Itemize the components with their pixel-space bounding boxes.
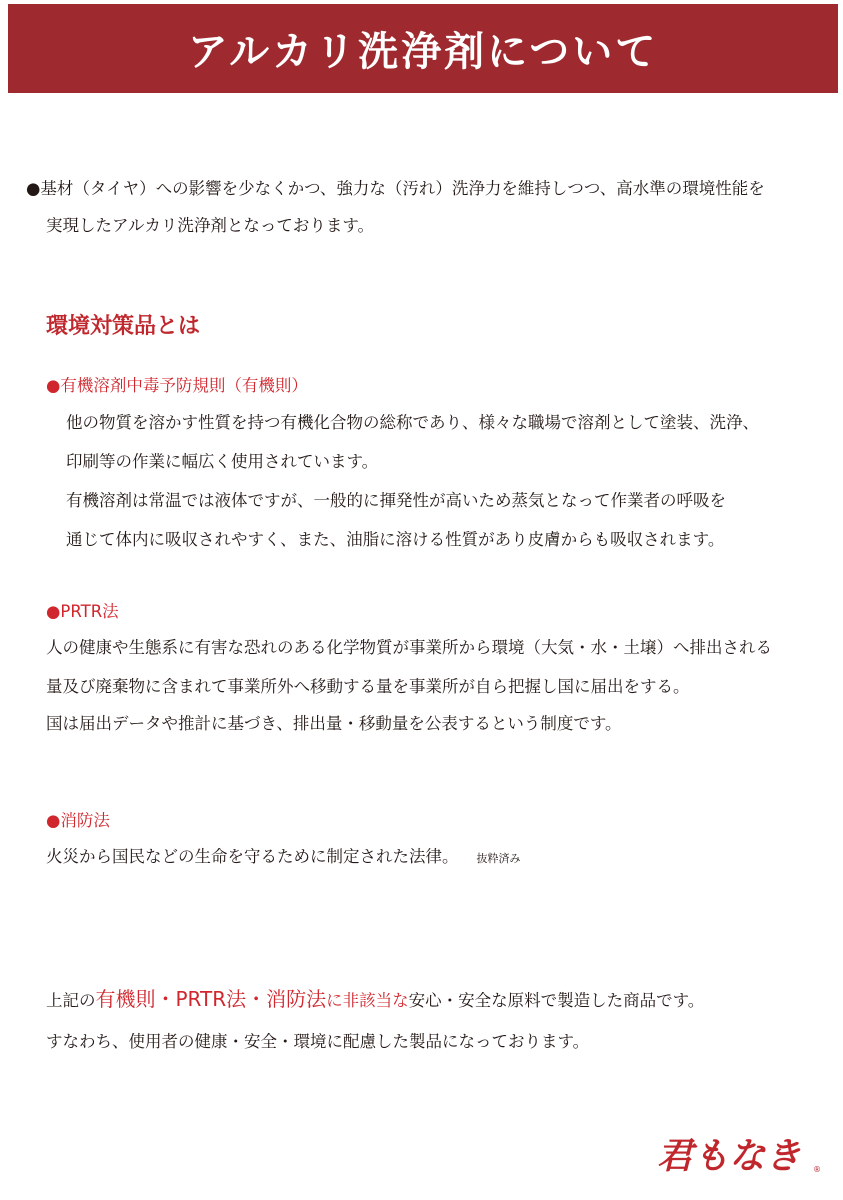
conclusion-suffix: 安心・安全な原料で製造した商品です。 <box>408 991 705 1010</box>
section-title: 環境対策品とは <box>46 313 201 339</box>
prtr-line-2: 量及び廃棄物に含まれて事業所外へ移動する量を事業所が自ら把握し国に届出をする。 <box>46 677 690 696</box>
organic-line-2: 印刷等の作業に幅広く使用されています。 <box>66 452 379 471</box>
prtr-line-1: 人の健康や生態系に有害な恐れのある化学物質が事業所から環境（大気・水・土壌）へ排出される <box>46 638 772 657</box>
fire-heading: ●消防法 <box>46 811 110 830</box>
conclusion-line-1 <box>46 988 704 1012</box>
organic-heading: ●有機溶剤中毒予防規則（有機則） <box>46 376 308 395</box>
prtr-line-3: 国は届出データや推計に基づき、排出量・移動量を公表するという制度です。 <box>46 714 622 733</box>
prtr-heading: ●PRTR法 <box>46 602 119 621</box>
brand-logo <box>655 1128 825 1178</box>
page-title: アルカリ洗浄剤について <box>187 28 659 75</box>
organic-line-4: 通じて体内に吸収されやすく、また、油脂に溶ける性質があり皮膚からも吸収されます。 <box>66 530 725 549</box>
conclusion-mid: に非該当な <box>326 991 409 1010</box>
organic-line-3: 有機溶剤は常温では液体ですが、一般的に揮発性が高いため蒸気となって作業者の呼吸を <box>66 491 726 510</box>
intro-line-1: ●基材（タイヤ）への影響を少なくかつ、強力な（汚れ）洗浄力を維持しつつ、高水準の環境性能を <box>26 179 765 198</box>
registered-mark: ® <box>813 1165 821 1174</box>
title-banner <box>8 4 838 93</box>
brand-logo-text: 君もなき <box>657 1135 802 1177</box>
fire-text: 火災から国民などの生命を守るために制定された法律。 <box>46 847 459 866</box>
excerpt-note: 抜粋済み <box>476 852 521 865</box>
fire-line <box>46 846 521 870</box>
intro-line-2: 実現したアルカリ洗浄剤となっております。 <box>46 216 375 235</box>
conclusion-highlight: 有機則・PRTR法・消防法 <box>95 987 327 1011</box>
conclusion-line-2: すなわち、使用者の健康・安全・環境に配慮した製品になっております。 <box>46 1032 590 1051</box>
conclusion-prefix: 上記の <box>46 991 96 1010</box>
organic-line-1: 他の物質を溶かす性質を持つ有機化合物の総称であり、様々な職場で溶剤として塗装、洗浄、 <box>66 413 759 432</box>
